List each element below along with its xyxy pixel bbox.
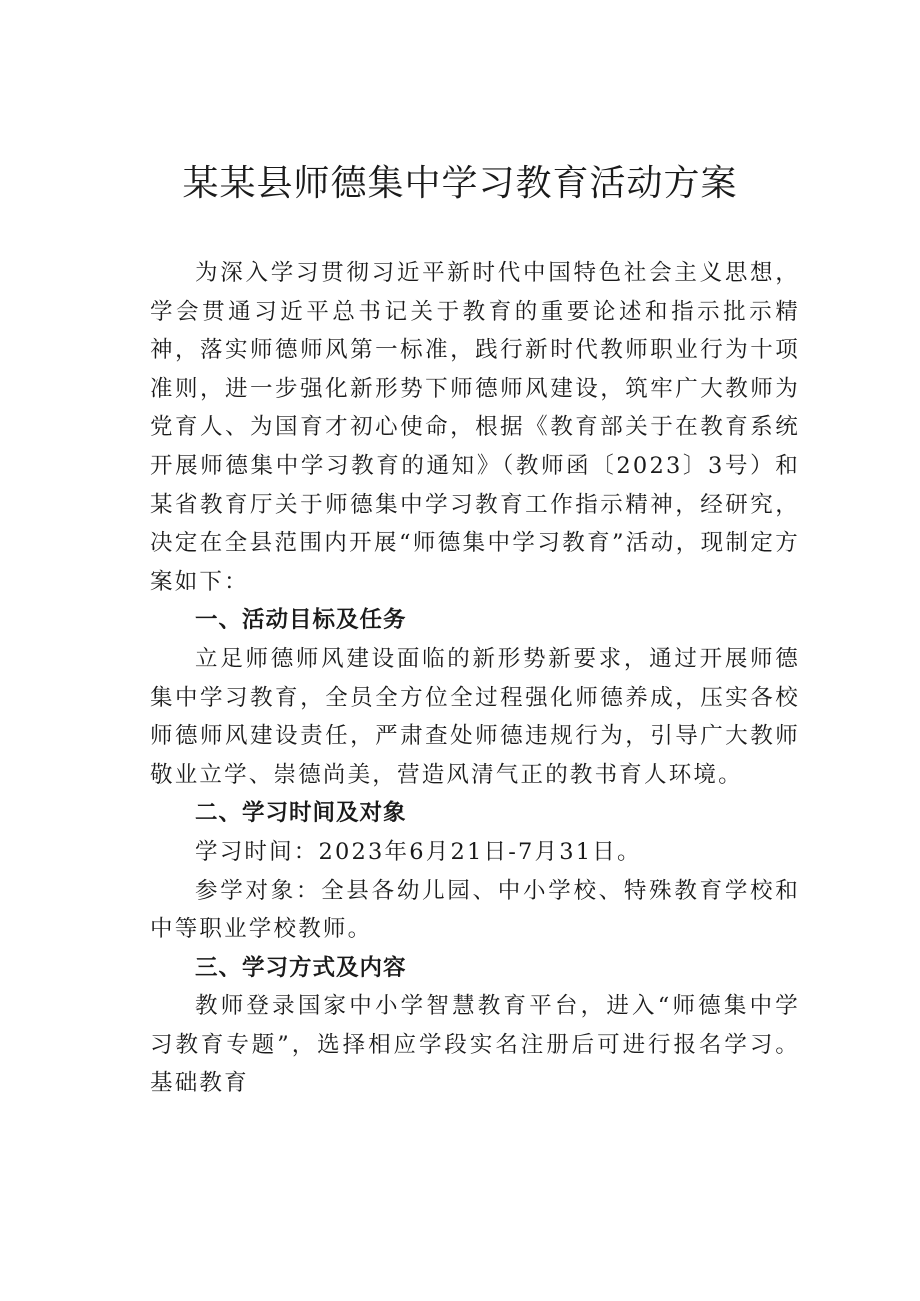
section-heading-time-targets: 二、学习时间及对象 xyxy=(195,800,407,827)
section-heading-methods: 三、学习方式及内容 xyxy=(195,954,407,981)
document-body xyxy=(150,254,800,1103)
document-title: 某某县师德集中学习教育活动方案 xyxy=(182,163,738,204)
study-time-paragraph: 学习时间：2023年6月21日-7月31日。 xyxy=(195,838,642,865)
section-goals-paragraph: 立足师德师风建设面临的新形势新要求，通过开展师德集中学习教育，全员全方位全过程强化师德养成，压实各校师德师风建设责任，严肃查处师德违规行为，引导广大教师敬业立学、崇德尚美，营造风清气正的教书育人环境。 xyxy=(150,645,800,788)
section-methods-paragraph: 教师登录国家中小学智慧教育平台，进入“师德集中学习教育专题”，选择相应学段实名注册后可进行报名学习。基础教育 xyxy=(150,993,800,1097)
participants-paragraph: 参学对象：全县各幼儿园、中小学校、特殊教育学校和中等职业学校教师。 xyxy=(150,877,800,943)
intro-paragraph: 为深入学习贯彻习近平新时代中国特色社会主义思想，学会贯通习近平总书记关于教育的重要论述和指示批示精神，落实师德师风第一标准，践行新时代教师职业行为十项准则，进一步强化新形势下师德师风建设，筑牢广大教师为党育人、为国育才初心使命，根据《教育部关于在教育系统开展师德集中学习教育的通知》（教师函〔2023〕3号）和某省教育厅关于师德集中学习教育工作指示精神，经研究，决定在全县范围内开展“师德集中学习教育”活动，现制定方案如下： xyxy=(150,260,800,595)
section-heading-goals: 一、活动目标及任务 xyxy=(195,607,407,634)
